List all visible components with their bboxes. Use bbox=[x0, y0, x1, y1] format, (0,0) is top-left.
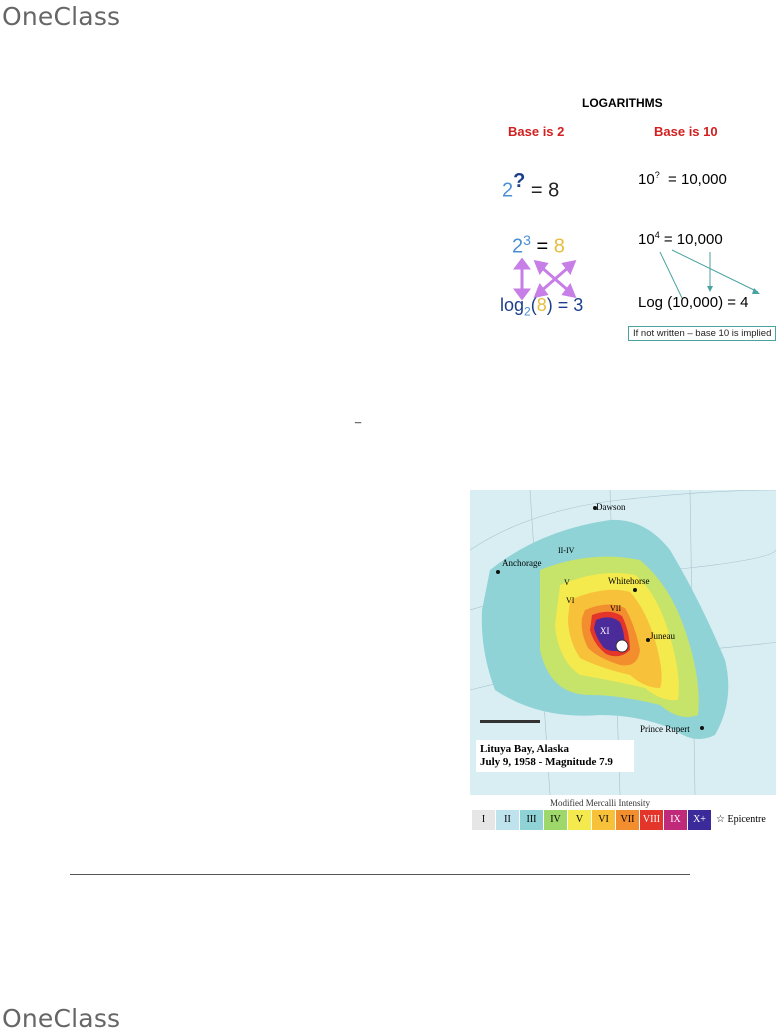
epicentre-icon bbox=[616, 640, 628, 652]
place-label: Juneau bbox=[650, 631, 675, 641]
legend-cell: VII bbox=[616, 810, 640, 830]
map-caption: Lituya Bay, Alaska July 9, 1958 - Magnitude 7.9 bbox=[476, 740, 634, 772]
base2-power-equation: $2^3 = 8$ bbox=[512, 232, 565, 258]
horizontal-divider bbox=[70, 874, 690, 875]
legend-title: Modified Mercalli Intensity bbox=[550, 798, 650, 808]
place-label: Dawson bbox=[596, 502, 626, 512]
intensity-legend bbox=[472, 810, 772, 830]
scale-bar bbox=[480, 720, 540, 723]
base-10-heading: Base is 10 bbox=[654, 124, 718, 139]
legend-cell: III bbox=[520, 810, 544, 830]
base-2-heading: Base is 2 bbox=[508, 124, 565, 139]
place-label: Whitehorse bbox=[608, 576, 650, 586]
base10-question-equation: 10? = 10,000 bbox=[638, 170, 727, 188]
base10-log-equation: Log (10,000) = 4 bbox=[638, 294, 749, 311]
cross-arrows-icon bbox=[512, 258, 602, 300]
legend-cell: VI bbox=[592, 810, 616, 830]
legend-cell: V bbox=[568, 810, 592, 830]
legend-cell: X+ bbox=[688, 810, 712, 830]
legend-epicentre: ☆ Epicentre bbox=[716, 810, 773, 830]
oneclass-logo-top: OneClass bbox=[2, 2, 121, 31]
legend-cell: II bbox=[496, 810, 520, 830]
legend-cell: IX bbox=[664, 810, 688, 830]
zone-label: VI bbox=[566, 596, 575, 605]
logarithms-panel bbox=[490, 90, 780, 350]
zone-label: V bbox=[564, 578, 570, 587]
legend-cell: IV bbox=[544, 810, 568, 830]
earthquake-intensity-map bbox=[470, 490, 776, 845]
legend-cell: I bbox=[472, 810, 496, 830]
base10-power-equation: $10^4 = 10,000$ bbox=[638, 230, 723, 248]
place-label: Anchorage bbox=[502, 558, 542, 568]
zone-label: II-IV bbox=[558, 546, 575, 555]
base-10-note: If not written – base 10 is implied bbox=[628, 326, 776, 341]
place-label: Prince Rupert bbox=[640, 724, 690, 734]
panel-title: LOGARITHMS bbox=[582, 96, 663, 110]
oneclass-logo-bottom: OneClass bbox=[2, 1004, 121, 1033]
base2-log-equation: $\log_2(8) = 3$ bbox=[500, 295, 584, 319]
base2-question-equation: 2? = 8 bbox=[502, 170, 560, 202]
stray-mark: _ bbox=[355, 412, 362, 424]
zone-label: VII bbox=[610, 604, 622, 613]
zone-label: XI bbox=[600, 626, 610, 636]
legend-cell: VIII bbox=[640, 810, 664, 830]
